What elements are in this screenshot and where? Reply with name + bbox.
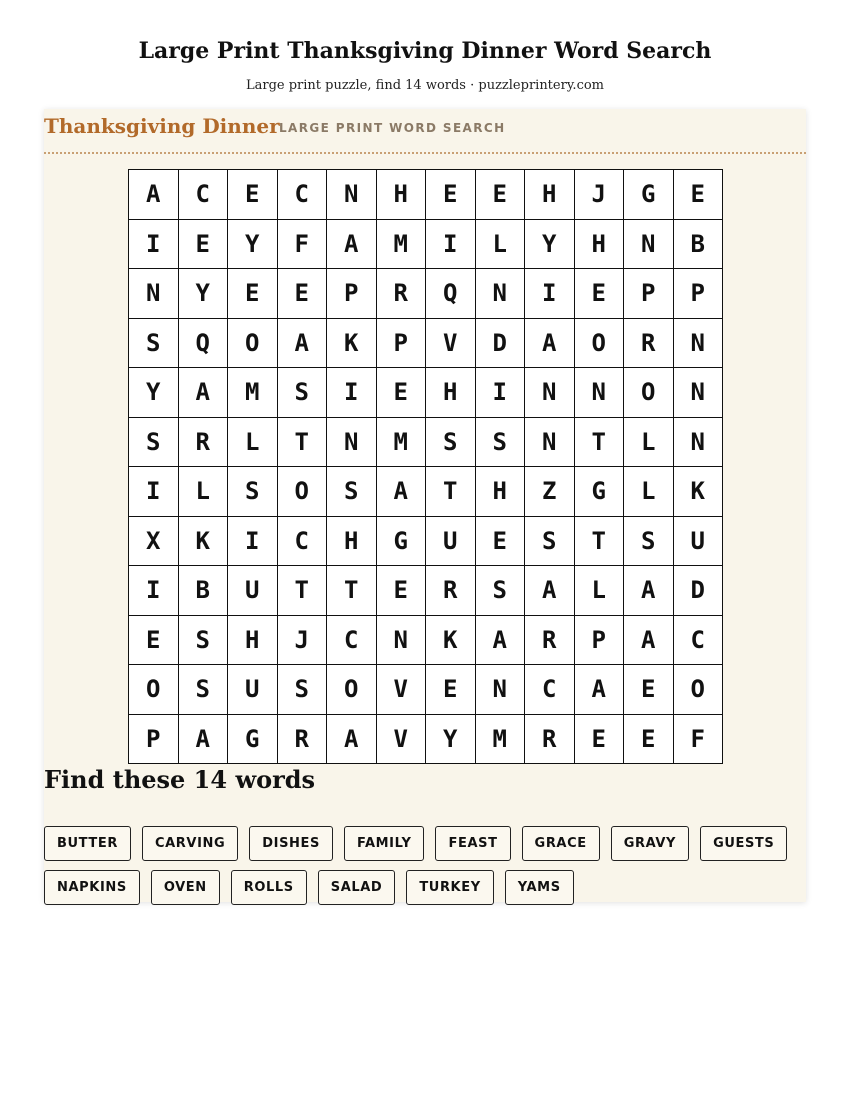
grid-cell: A (278, 319, 328, 369)
grid-cell: P (624, 269, 674, 319)
grid-cell: P (575, 616, 625, 666)
puzzle-card (44, 109, 806, 902)
grid-cell: N (674, 368, 724, 418)
grid-cell: T (278, 418, 328, 468)
grid-cell: Q (179, 319, 229, 369)
card-header (44, 109, 806, 154)
grid-cell: K (426, 616, 476, 666)
grid-cell: V (426, 319, 476, 369)
grid-cell: S (525, 517, 575, 567)
word-chip: SALAD (318, 870, 396, 905)
word-list-heading: Find these 14 words (44, 765, 316, 794)
word-chip: GUESTS (700, 826, 787, 861)
grid-cell: A (624, 566, 674, 616)
grid-cell: E (228, 269, 278, 319)
grid-cell: C (674, 616, 724, 666)
word-chip: OVEN (151, 870, 220, 905)
grid-cell: E (575, 269, 625, 319)
grid-cell: L (624, 467, 674, 517)
grid-cell: J (575, 170, 625, 220)
grid-cell: S (228, 467, 278, 517)
grid-cell: H (575, 220, 625, 270)
grid-cell: O (129, 665, 179, 715)
grid-cell: K (674, 467, 724, 517)
grid-cell: E (377, 368, 427, 418)
grid-cell: P (327, 269, 377, 319)
grid-cell: L (228, 418, 278, 468)
word-chip: GRAVY (611, 826, 689, 861)
grid-cell: V (377, 715, 427, 765)
word-bank (44, 826, 806, 905)
grid-cell: N (377, 616, 427, 666)
grid-cell: U (426, 517, 476, 567)
grid-cell: G (575, 467, 625, 517)
card-title: Thanksgiving Dinner (44, 114, 280, 138)
grid-cell: N (327, 418, 377, 468)
grid-cell: H (426, 368, 476, 418)
grid-cell: N (624, 220, 674, 270)
grid-cell: S (129, 418, 179, 468)
grid-cell: D (674, 566, 724, 616)
grid-cell: Q (426, 269, 476, 319)
grid-cell: L (476, 220, 526, 270)
grid-cell: C (278, 517, 328, 567)
grid-cell: N (674, 418, 724, 468)
grid-cell: H (228, 616, 278, 666)
word-chip: BUTTER (44, 826, 131, 861)
grid-cell: I (228, 517, 278, 567)
grid-cell: K (179, 517, 229, 567)
grid-cell: E (426, 170, 476, 220)
grid-cell: E (278, 269, 328, 319)
grid-cell: T (327, 566, 377, 616)
grid-cell: L (575, 566, 625, 616)
grid-cell: A (575, 665, 625, 715)
grid-cell: S (476, 418, 526, 468)
grid-cell: E (129, 616, 179, 666)
grid-cell: I (129, 566, 179, 616)
grid-cell: G (228, 715, 278, 765)
word-chip: TURKEY (406, 870, 493, 905)
grid-cell: C (327, 616, 377, 666)
word-chip: FAMILY (344, 826, 425, 861)
grid-cell: R (525, 616, 575, 666)
grid-cell: B (179, 566, 229, 616)
word-chip: DISHES (249, 826, 333, 861)
grid-cell: F (278, 220, 328, 270)
grid-cell: T (426, 467, 476, 517)
grid-cell: I (129, 467, 179, 517)
grid-cell: V (377, 665, 427, 715)
grid-cell: K (327, 319, 377, 369)
grid-cell: E (426, 665, 476, 715)
grid-cell: Y (129, 368, 179, 418)
grid-cell: C (525, 665, 575, 715)
grid-cell: R (525, 715, 575, 765)
grid-cell: A (476, 616, 526, 666)
word-chip: GRACE (522, 826, 600, 861)
word-chip: ROLLS (231, 870, 307, 905)
grid-cell: T (278, 566, 328, 616)
grid-cell: O (278, 467, 328, 517)
grid-cell: M (377, 220, 427, 270)
grid-cell: R (179, 418, 229, 468)
grid-cell: M (377, 418, 427, 468)
grid-cell: H (327, 517, 377, 567)
grid-cell: E (624, 665, 674, 715)
grid-cell: R (377, 269, 427, 319)
grid-cell: A (179, 368, 229, 418)
word-chip: FEAST (435, 826, 510, 861)
grid-cell: I (426, 220, 476, 270)
grid-cell: S (476, 566, 526, 616)
grid-cell: S (179, 665, 229, 715)
grid-cell: H (525, 170, 575, 220)
grid-cell: G (377, 517, 427, 567)
grid-cell: N (575, 368, 625, 418)
grid-cell: O (624, 368, 674, 418)
grid-cell: S (278, 368, 328, 418)
card-kicker: LARGE PRINT WORD SEARCH (279, 121, 506, 135)
grid-cell: M (228, 368, 278, 418)
grid-cell: I (129, 220, 179, 270)
word-chip: CARVING (142, 826, 238, 861)
grid-cell: S (179, 616, 229, 666)
grid-cell: A (327, 715, 377, 765)
grid-cell: H (377, 170, 427, 220)
grid-cell: J (278, 616, 328, 666)
grid-cell: O (674, 665, 724, 715)
grid-cell: X (129, 517, 179, 567)
grid-cell: O (228, 319, 278, 369)
grid-cell: N (129, 269, 179, 319)
grid-cell: N (476, 269, 526, 319)
grid-cell: D (476, 319, 526, 369)
grid-cell: P (129, 715, 179, 765)
grid-cell: P (674, 269, 724, 319)
word-chip: YAMS (505, 870, 574, 905)
grid-cell: S (129, 319, 179, 369)
grid-cell: E (228, 170, 278, 220)
grid-cell: F (674, 715, 724, 765)
grid-cell: P (377, 319, 427, 369)
grid-cell: N (525, 368, 575, 418)
grid-cell: E (377, 566, 427, 616)
grid-cell: B (674, 220, 724, 270)
grid-cell: T (575, 418, 625, 468)
grid-cell: R (278, 715, 328, 765)
grid-cell: Y (228, 220, 278, 270)
grid-cell: U (674, 517, 724, 567)
grid-cell: G (624, 170, 674, 220)
grid-cell: I (327, 368, 377, 418)
grid-cell: E (476, 517, 526, 567)
grid-cell: S (624, 517, 674, 567)
grid-cell: R (426, 566, 476, 616)
grid-cell: L (624, 418, 674, 468)
grid-cell: C (179, 170, 229, 220)
grid-cell: C (278, 170, 328, 220)
grid-cell: Y (525, 220, 575, 270)
grid-cell: E (624, 715, 674, 765)
page-title: Large Print Thanksgiving Dinner Word Search (138, 38, 712, 64)
grid-cell: S (426, 418, 476, 468)
grid-cell: N (674, 319, 724, 369)
grid-cell: N (476, 665, 526, 715)
grid-cell: E (476, 170, 526, 220)
grid-cell: R (624, 319, 674, 369)
grid-cell: A (377, 467, 427, 517)
grid-cell: I (476, 368, 526, 418)
letter-grid (128, 169, 723, 764)
grid-cell: S (327, 467, 377, 517)
grid-cell: L (179, 467, 229, 517)
grid-cell: A (179, 715, 229, 765)
grid-cell: E (575, 715, 625, 765)
page-subtitle: Large print puzzle, find 14 words · puzzleprintery.com (245, 78, 605, 93)
grid-cell: O (575, 319, 625, 369)
grid-cell: A (525, 319, 575, 369)
grid-cell: E (179, 220, 229, 270)
grid-cell: A (327, 220, 377, 270)
grid-cell: N (327, 170, 377, 220)
word-chip: NAPKINS (44, 870, 140, 905)
grid-cell: I (525, 269, 575, 319)
grid-cell: A (624, 616, 674, 666)
grid-cell: U (228, 566, 278, 616)
grid-cell: Y (179, 269, 229, 319)
grid-cell: Y (426, 715, 476, 765)
grid-cell: N (525, 418, 575, 468)
grid-cell: Z (525, 467, 575, 517)
grid-cell: O (327, 665, 377, 715)
grid-cell: A (129, 170, 179, 220)
grid-cell: A (525, 566, 575, 616)
grid-cell: S (278, 665, 328, 715)
grid-cell: U (228, 665, 278, 715)
grid-cell: T (575, 517, 625, 567)
grid-cell: M (476, 715, 526, 765)
grid-cell: E (674, 170, 724, 220)
grid-cell: H (476, 467, 526, 517)
